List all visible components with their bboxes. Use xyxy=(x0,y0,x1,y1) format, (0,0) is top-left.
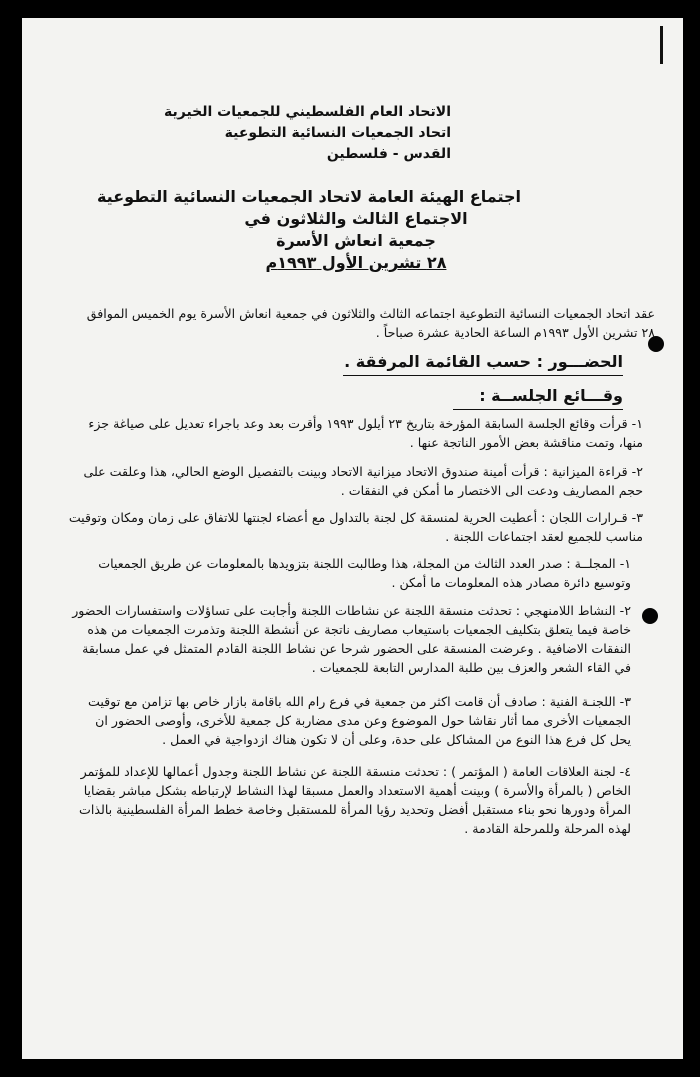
document-page xyxy=(22,18,683,1059)
edge-mark xyxy=(660,26,663,64)
meeting-title xyxy=(96,186,521,274)
letterhead xyxy=(164,102,451,165)
title-line-2: الاجتماع الثالث والثلاثون في xyxy=(244,209,468,228)
committee-item-4: ٤- لجنة العلاقات العامة ( المؤتمر ) : تحدثت منسقة اللجنة عن نشاط اللجنة وجدول أعمالها للإعداد للمؤتمر الخاص ( بالمرأة والأسرة ) وبينت أهمية الاستعداد والعمل مسبقا لهذا النشاط لإرتباطه بشكل مباشر بقضايا المرأة ودورها نحو بناء مستقبل أفضل وتحديد رؤيا المرأة للمستقبل وخاصة خطط المرأة الفلسطينية بالذات لهذه المرحلة وللمرحلة القادمة . xyxy=(79,764,631,836)
intro-paragraph: عقد اتحاد الجمعيات النسائية التطوعية اجتماعه الثالث والثلاثون في جمعية انعاش الأسرة يوم الخميس الموافق ٢٨ تشرين الأول ١٩٩٣م الساعة الحادية عشرة صباحاً . xyxy=(86,306,655,340)
committee-item-3: ٣- اللجنـة الفنية : صادف أن قامت اكثر من جمعية في فرع رام الله باقامة بازار خاص بها تزامن مع توقيت الجمعيات الأخرى مما أثار نقاشا حول الموضوع وعن مدى مضاربة كل جمعية للأخرى، وأوصى الحضور ان يحل كل فرع هذا النوع من المشاكل على حدة، وعلى أن لا تكون هناك ازدواجية في العمل . xyxy=(88,694,631,747)
committee-item-1: ١- المجلــة : صدر العدد الثالث من المجلة، هذا وطالبت اللجنة بتزويدها بالمعلومات عن طريق الجمعيات وتوسيع دائرة مصادر هذه المعلومات ما أمكن . xyxy=(98,556,631,590)
committee-item-2: ٢- النشاط اللامنهجي : تحدثت منسقة اللجنة عن نشاطات اللجنة وأجابت على تساؤلات واستفسارات الحضور خاصة فيما يتعلق بتكليف الجمعيات باستيعاب مصاريف ناتجة عن أنشطة اللجنة وتذمرت الجمعيات من هذه النفقات الاضافية . وعرضت المنسقة على الحضور شرحا عن نشاط اللجنة القادم المتمثل في عمل مسابقة في القاء الشعر والعزف بين طلبة المدارس التابعة للجمعيات . xyxy=(72,603,631,675)
title-line-3: جمعية انعاش الأسرة xyxy=(276,231,436,250)
punch-hole-bottom xyxy=(642,608,658,624)
attendance-underline xyxy=(343,375,623,376)
attendance-line: الحضـــور : حسب القائمة المرفقة . xyxy=(344,352,623,371)
minutes-item-2: ٢- قراءة الميزانية : قرأت أمينة صندوق الاتحاد ميزانية الاتحاد وبينت بالتفصيل الوضع الحالي، هذا وعلقت على حجم المصاريف ودعت الى الاختصار ما أمكن في النفقات . xyxy=(83,464,643,498)
letterhead-line-2: اتحاد الجمعيات النسائية التطوعية xyxy=(224,125,451,141)
minutes-underline xyxy=(453,409,623,410)
title-line-1: اجتماع الهيئة العامة لاتحاد الجمعيات النسائية التطوعية xyxy=(96,187,521,206)
minutes-item-3: ٣- قـرارات اللجان : أعطيت الحرية لمنسقة كل لجنة بالتداول مع أعضاء لجنتها للاتفاق على زمان ومكان وتوقيت مناسب للجميع لعقد اجتماعات اللجنة . xyxy=(68,510,643,544)
letterhead-line-3: القدس - فلسطين xyxy=(326,146,451,162)
minutes-item-1: ١- قرأت وقائع الجلسة السابقة المؤرخة بتاريخ ٢٣ أيلول ١٩٩٣ وأقرت بعد وعد باجراء تعديل على صياغة جزء منها، وتمت مناقشة بعض الأمور الناتجة عنها . xyxy=(88,416,643,450)
title-date: ٢٨ تشرين الأول ١٩٩٣م xyxy=(265,253,447,272)
letterhead-line-1: الاتحاد العام الفلسطيني للجمعيات الخيرية xyxy=(163,104,451,120)
minutes-heading: وقـــائع الجلســة : xyxy=(479,386,623,405)
